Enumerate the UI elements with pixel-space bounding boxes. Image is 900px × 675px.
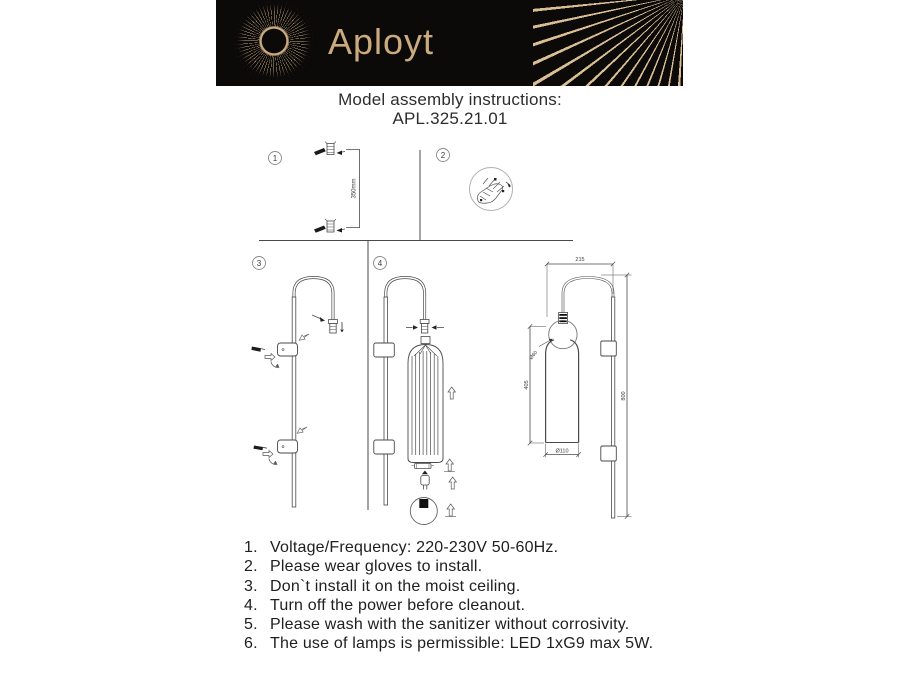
step1-drawing [269, 142, 361, 233]
glass-tube [546, 340, 579, 443]
dim-width-215 [545, 257, 615, 317]
step3-drawing [251, 257, 343, 508]
ribbed-glass-shade [408, 337, 443, 463]
socket-hatched [559, 313, 568, 324]
g9-bulb-icon [421, 471, 429, 490]
upper-bracket [278, 343, 298, 356]
lower-bracket [278, 440, 298, 453]
instruction-item [244, 615, 653, 634]
wall-anchor-icon [314, 219, 345, 233]
upper-bracket [601, 341, 617, 356]
small-arrow-icon [449, 477, 456, 489]
instruction-number: 1. [244, 539, 258, 556]
model-number: APL.325.21.01 [392, 108, 508, 128]
detail-circle [470, 168, 513, 211]
lamp-hook [386, 278, 425, 322]
dimensioned-view [524, 257, 632, 519]
dim-diameter-label: Ø110 [555, 448, 569, 455]
instruction-number: 2. [244, 558, 258, 576]
brand-name: Aployt [328, 21, 435, 62]
lamp-hook-inner [294, 278, 333, 322]
dim-height-label: 800 [620, 391, 627, 401]
instruction-number: 4. [244, 596, 258, 614]
lamp-rod [292, 297, 296, 507]
lamp-hook [294, 278, 333, 322]
instructions-list [244, 538, 653, 654]
instruction-number: 3. [244, 577, 258, 595]
instruction-number: 5. [244, 616, 258, 634]
lower-bracket [374, 440, 395, 454]
socket [420, 320, 429, 334]
dim-height-800 [601, 273, 632, 519]
step2-number: 2 [440, 151, 446, 160]
instruction-item [244, 596, 653, 615]
instruction-text: Voltage/Frequency: 220-230V 50-60Hz. [270, 539, 559, 556]
ring-part [412, 464, 435, 469]
step2-drawing [437, 149, 513, 211]
instruction-text: Turn off the power before cleanout. [270, 596, 526, 614]
socket-pointer-icon [312, 315, 344, 333]
dim-anchor-spacing: 350mm [351, 178, 358, 199]
instruction-text: Don`t install it on the moist ceiling. [270, 577, 521, 595]
step4-number: 4 [377, 259, 383, 268]
dim-shade-405 [524, 324, 546, 445]
instruction-item [244, 538, 653, 557]
glass-sphere [410, 498, 437, 525]
glass-sphere [549, 320, 577, 348]
insert-arrow-icon [446, 459, 453, 471]
step1-number: 1 [272, 154, 278, 163]
instruction-item [244, 634, 653, 653]
socket [329, 320, 338, 334]
instruction-text: Please wash with the sanitizer without corrosivity. [270, 616, 630, 634]
lamp-hook [563, 278, 613, 315]
insert-arrow-icon [447, 504, 454, 516]
instruction-text: The use of lamps is permissible: LED 1xG9 max 5W. [270, 635, 654, 653]
push-arrow-icon [297, 427, 307, 433]
wall-anchor-icon [314, 142, 345, 156]
dim-shade-height-label: 405 [523, 380, 530, 390]
page-title: Model assembly instructions: [338, 90, 562, 109]
dim-width-label: 215 [575, 257, 585, 263]
dim-diameter-110 [543, 444, 580, 458]
step3-number: 3 [256, 259, 262, 268]
step4-drawing [374, 257, 457, 525]
up-arrow-icon [448, 387, 455, 399]
dim-sphere-label: Ø60 [528, 349, 539, 361]
lower-bracket-screw-icon [254, 446, 278, 466]
instruction-item [244, 577, 653, 596]
lamp-hook-inner [563, 278, 613, 315]
lamp-hook-inner [386, 278, 425, 322]
upper-bracket [374, 343, 395, 357]
instruction-item [244, 557, 653, 576]
lamp-rod [611, 297, 614, 518]
instruction-text: Please wear gloves to install. [270, 558, 483, 576]
lamp-rod [384, 297, 388, 505]
push-arrow-icon [299, 334, 309, 340]
instruction-number: 6. [244, 635, 258, 653]
lower-bracket [601, 446, 617, 461]
upper-bracket-screw-icon [251, 347, 279, 369]
